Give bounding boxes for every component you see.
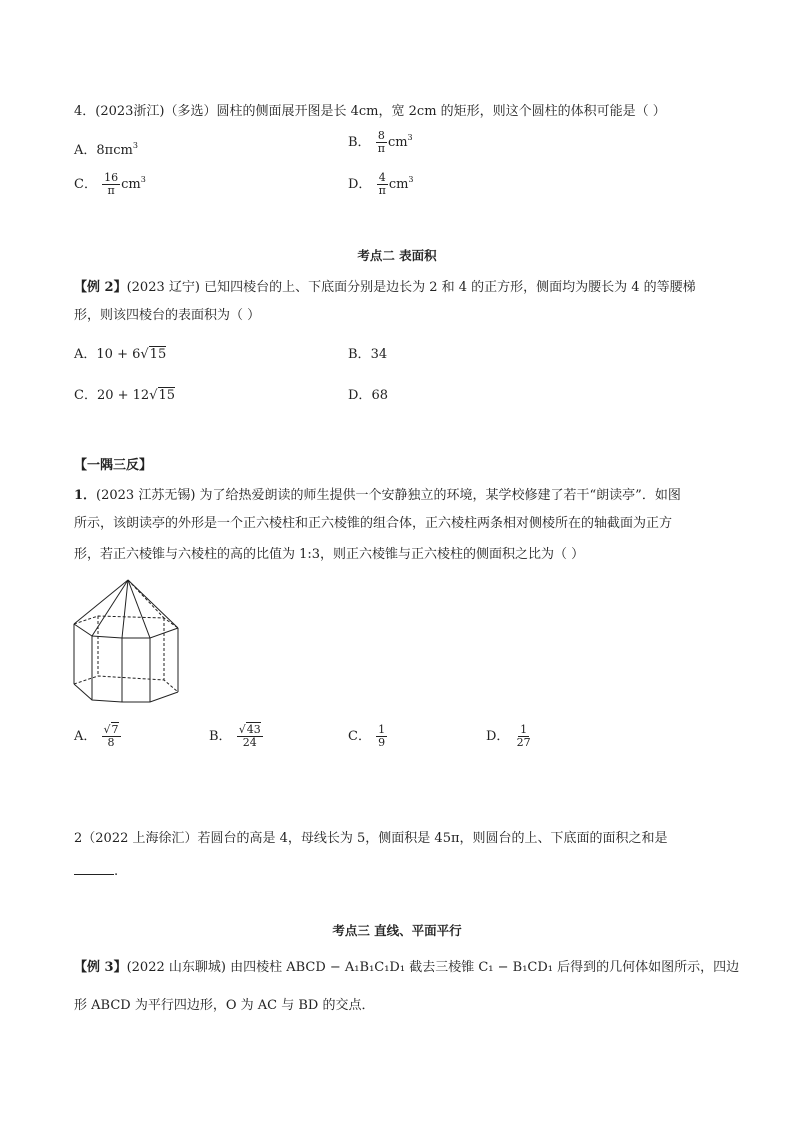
q4-option-d[interactable] bbox=[348, 172, 414, 197]
radicand: 7 bbox=[111, 723, 119, 736]
section-title-line-plane-parallel: 考点三 直线、平面平行 bbox=[332, 923, 462, 938]
superscript: 3 bbox=[140, 175, 146, 184]
option-value: 68 bbox=[371, 388, 388, 403]
option-label: A． bbox=[74, 347, 97, 362]
option-label: D． bbox=[486, 729, 510, 744]
fraction bbox=[376, 130, 387, 155]
sqrt-sign: √ bbox=[140, 347, 149, 362]
option-value: 10 + 6 bbox=[96, 347, 141, 362]
example-3-line-1 bbox=[74, 958, 739, 978]
option-label: D． bbox=[348, 388, 372, 403]
problem-text: (2023 江苏无锡) 为了给热爱朗读的师生提供一个安静独立的环境，某学校修建了若干“朗读亭”．如图 bbox=[96, 488, 681, 503]
denominator: 27 bbox=[516, 736, 531, 749]
option-label: A． bbox=[74, 143, 97, 158]
numerator: 16 bbox=[104, 171, 119, 184]
unit: cm bbox=[387, 135, 408, 150]
hexagonal-pavilion-figure bbox=[70, 576, 186, 710]
superscript: 3 bbox=[408, 175, 414, 184]
period: . bbox=[114, 864, 119, 879]
option-label: A． bbox=[74, 729, 97, 744]
example-tag: 【例 2】 bbox=[74, 280, 127, 295]
p1-option-d[interactable] bbox=[486, 724, 534, 749]
unit: cm bbox=[121, 177, 141, 192]
practice-2-line-1: 2（2022 上海徐汇）若圆台的高是 4，母线长为 5，侧面积是 45π，则圆台的上、下底面的面积之和是 bbox=[74, 831, 668, 846]
numerator: 4 bbox=[378, 171, 386, 184]
denominator: 9 bbox=[378, 736, 386, 749]
answer-blank[interactable] bbox=[74, 862, 114, 875]
q4-option-c[interactable] bbox=[74, 172, 146, 197]
superscript: 3 bbox=[407, 133, 413, 142]
fraction bbox=[102, 724, 121, 749]
practice-1-line-3: 形，若正六棱锥与六棱柱的高的比值为 1:3，则正六棱锥与正六棱柱的侧面积之比为（ ） bbox=[74, 547, 585, 562]
ex2-option-d[interactable] bbox=[348, 386, 388, 406]
p1-option-c[interactable] bbox=[348, 724, 388, 749]
question-4-stem: 4．(2023浙江)（多选）圆柱的侧面展开图是长 4cm，宽 2cm 的矩形，则这个圆柱的体积可能是（ ） bbox=[74, 104, 666, 119]
option-value: 20 + 12 bbox=[96, 388, 150, 403]
q4-option-a[interactable] bbox=[74, 136, 138, 161]
ex2-option-a[interactable] bbox=[74, 345, 166, 365]
fraction bbox=[377, 172, 388, 197]
denominator: 24 bbox=[242, 736, 257, 749]
denominator: 8 bbox=[107, 736, 115, 749]
numerator: 8 bbox=[377, 129, 385, 142]
example-3-line-2: 形 ABCD 为平行四边形，O 为 AC 与 BD 的交点． bbox=[74, 998, 375, 1013]
practice-1-line-1 bbox=[74, 486, 681, 506]
option-label: B． bbox=[209, 729, 232, 744]
sqrt-sign: √ bbox=[149, 388, 158, 403]
radicand: 15 bbox=[158, 388, 176, 403]
radicand: 15 bbox=[149, 347, 167, 362]
option-label: C． bbox=[74, 177, 97, 192]
example-text: (2022 山东聊城) 由四棱柱 ABCD − A₁B₁C₁D₁ 截去三棱锥 C₁ − B₁CD₁ 后得到的几何体如图所示，四边 bbox=[126, 960, 740, 975]
example-text: (2023 辽宁) 已知四棱台的上、下底面分别是边长为 2 和 4 的正方形，侧面均为腰长为 4 的等腰梯 bbox=[126, 280, 696, 295]
option-label: B． bbox=[348, 347, 371, 362]
option-label: C． bbox=[348, 729, 371, 744]
denominator: π bbox=[107, 184, 115, 197]
option-value: 34 bbox=[370, 347, 388, 362]
example-tag: 【例 3】 bbox=[74, 960, 127, 975]
example-2-line-1 bbox=[74, 278, 696, 298]
denominator: π bbox=[378, 184, 386, 197]
practice-heading: 【一隅三反】 bbox=[74, 458, 153, 473]
denominator: π bbox=[377, 142, 385, 155]
radicand: 43 bbox=[246, 723, 261, 736]
option-value: 8πcm bbox=[96, 143, 133, 158]
option-label: B． bbox=[348, 135, 371, 150]
superscript: 3 bbox=[132, 141, 138, 150]
problem-number: 1． bbox=[74, 488, 97, 503]
fraction bbox=[376, 724, 387, 749]
numerator: √43 bbox=[238, 723, 261, 736]
example-2-line-2: 形，则该四棱台的表面积为（ ） bbox=[74, 308, 261, 323]
practice-2-line-2 bbox=[74, 862, 118, 882]
numerator: 1 bbox=[378, 723, 386, 736]
unit: cm bbox=[388, 177, 409, 192]
option-label: D． bbox=[348, 177, 372, 192]
practice-1-line-2: 所示，该朗读亭的外形是一个正六棱柱和正六棱锥的组合体，正六棱柱两条相对侧棱所在的轴截面为正方 bbox=[74, 516, 673, 531]
p1-option-b[interactable] bbox=[209, 724, 264, 749]
fraction bbox=[515, 724, 533, 749]
ex2-option-b[interactable] bbox=[348, 345, 387, 365]
ex2-option-c[interactable] bbox=[74, 386, 175, 406]
fraction bbox=[237, 724, 263, 749]
p1-option-a[interactable] bbox=[74, 724, 122, 749]
option-label: C． bbox=[74, 388, 97, 403]
numerator: √7 bbox=[103, 723, 119, 736]
q4-option-b[interactable] bbox=[348, 130, 413, 155]
numerator: 1 bbox=[520, 723, 528, 736]
fraction bbox=[102, 172, 120, 197]
section-title-surface-area: 考点二 表面积 bbox=[357, 248, 437, 263]
